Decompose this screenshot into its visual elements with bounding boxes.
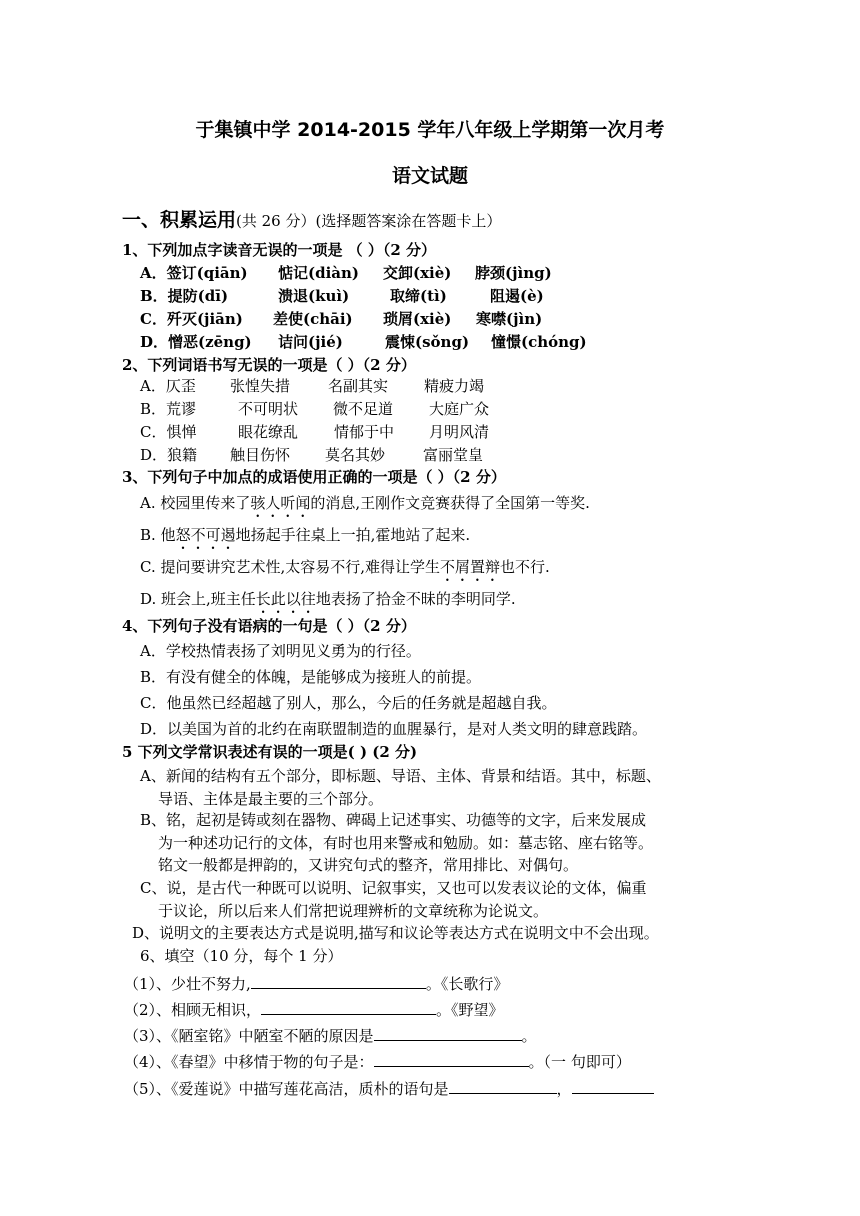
q3-c-pre: C. 提问要讲究艺术性,太容易不行,难得让学生 — [140, 558, 441, 576]
q2-option-c — [140, 422, 489, 442]
q1-a-3: 交卸(xiè) — [383, 264, 452, 282]
q6-item-2 — [124, 998, 504, 1020]
q6-5-pre: （5）、《爱莲说》中描写莲花高洁，质朴的语句是 — [124, 1080, 449, 1098]
q6-item-3 — [124, 1024, 537, 1046]
q6-item-1 — [124, 972, 508, 994]
q2-a-3: 名副其实 — [328, 377, 389, 395]
q6-1-pre: （1）、少壮不努力, — [124, 975, 251, 993]
q2-stem: 2、下列词语书写无误的一项是（ ）（2 分） — [122, 356, 416, 374]
q3-c-idiom: 不屑置辩 — [440, 558, 501, 576]
q1-option-c — [140, 309, 542, 329]
q3-b-pre: B. 他 — [140, 526, 176, 544]
q5-line-4: 为一种述功记行的文体，有时也用来警戒和勉励。如：墓志铭、座右铭等。 — [158, 834, 654, 852]
q1-a-1: A．签订(qiān) — [140, 264, 248, 282]
q6-1-blank[interactable] — [251, 972, 426, 989]
q6-4-blank[interactable] — [374, 1050, 529, 1067]
q6-5-post: ， — [556, 1080, 572, 1098]
q6-1-post: 。《长歌行》 — [425, 975, 509, 993]
q2-option-b — [140, 399, 489, 419]
q3-option-c — [140, 557, 550, 585]
q1-stem: 1、下列加点字读音无误的一项是 （ ）（2 分） — [122, 241, 437, 259]
q1-option-b — [140, 286, 544, 306]
q2-b-2: 不可明状 — [238, 400, 299, 418]
q6-3-post: 。 — [521, 1027, 537, 1045]
q2-a-1: A．仄歪 — [140, 377, 196, 395]
q5-line-5: 铭文一般都是押韵的，又讲究句式的整齐，常用排比、对偶句。 — [158, 856, 579, 874]
q2-d-1: D．狼籍 — [140, 446, 198, 464]
q6-stem: 6、填空（10 分，每个 1 分） — [140, 947, 343, 965]
q3-b-idiom: 怒不可遏 — [175, 526, 236, 544]
q2-d-4: 富丽堂皇 — [423, 446, 484, 464]
q3-d-idiom: 长此以往 — [255, 590, 316, 608]
q3-option-a — [140, 493, 590, 521]
q2-d-2: 触目伤怀 — [230, 446, 291, 464]
q2-c-3: 情郁于中 — [334, 423, 395, 441]
q6-4-post: 。（一 句即可） — [528, 1053, 631, 1071]
q1-option-d — [140, 332, 587, 352]
q3-d-post: 地表扬了拾金不昧的李明同学. — [315, 590, 516, 608]
q2-a-2: 张惶失措 — [230, 377, 291, 395]
q2-a-4: 精疲力竭 — [424, 377, 485, 395]
q2-c-2: 眼花缭乱 — [238, 423, 299, 441]
q2-d-3: 莫名其妙 — [325, 446, 386, 464]
q4-option-a: A．学校热情表扬了刘明见义勇为的行径。 — [140, 642, 421, 660]
section-heading — [122, 205, 501, 232]
q1-a-4: 脖颈(jìng) — [475, 264, 552, 282]
q5-line-8: D、说明文的主要表达方式是说明,描写和议论等表达方式在说明文中不会出现。 — [132, 924, 659, 942]
q3-a-post: 的消息,王刚作文竞赛获得了全国第一等奖. — [310, 494, 590, 512]
q5-line-1: A、新闻的结构有五个部分，即标题、导语、主体、背景和结语。其中，标题、 — [140, 767, 661, 785]
exam-subtitle: 语文试题 — [391, 165, 468, 187]
q2-c-1: C．惧惮 — [140, 423, 197, 441]
q3-c-post: 也不行. — [500, 558, 550, 576]
q1-a-2: 惦记(diàn) — [278, 264, 360, 282]
q1-b-2: 溃退(kuì) — [278, 287, 350, 305]
q5-line-3: B、铭，起初是铸或刻在器物、碑碣上记述事实、功德等的文字，后来发展成 — [140, 811, 647, 829]
q6-2-post: 。《野望》 — [436, 1001, 504, 1019]
q2-b-1: B．荒谬 — [140, 400, 197, 418]
q3-d-pre: D. 班会上,班主任 — [140, 590, 256, 608]
q1-option-a — [140, 263, 552, 283]
q4-option-c: C．他虽然已经超越了别人，那么，今后的任务就是超越自我。 — [140, 694, 557, 712]
q5-line-6: C、说，是古代一种既可以说明、记叙事实，又也可以发表议论的文体，偏重 — [140, 879, 647, 897]
q3-b-post: 地扬起手往桌上一拍,霍地站了起来. — [235, 526, 471, 544]
q6-3-blank[interactable] — [374, 1024, 522, 1041]
q4-option-b: B．有没有健全的体魄，是能够成为接班人的前提。 — [140, 668, 482, 686]
q1-c-4: 寒噤(jìn) — [476, 310, 543, 328]
q3-stem: 3、下列句子中加点的成语使用正确的一项是（ ）（2 分） — [122, 468, 506, 486]
q6-5-blank-1[interactable] — [449, 1077, 557, 1094]
q1-c-3: 琐屑(xiè) — [383, 310, 452, 328]
q1-c-2: 差使(chāi) — [273, 310, 353, 328]
q1-b-4: 阻遏(è) — [490, 287, 544, 305]
q3-a-idiom: 骇人听闻 — [250, 494, 311, 512]
q2-option-d — [140, 445, 483, 465]
q3-option-b — [140, 525, 470, 553]
q6-2-pre: （2）、相顾无相识， — [124, 1001, 262, 1019]
q6-5-blank-2[interactable] — [572, 1077, 654, 1094]
q4-stem: 4、下列句子没有语病的一句是（ ）（2 分） — [122, 617, 416, 635]
q6-4-pre: （4）、《春望》中移情于物的句子是： — [124, 1053, 374, 1071]
q2-c-4: 月明风清 — [429, 423, 490, 441]
q1-d-3: 震悚(sǒng) — [385, 333, 470, 351]
q2-option-a — [140, 376, 484, 396]
q4-option-d: D．以美国为首的北约在南联盟制造的血腥暴行，是对人类文明的肆意践踏。 — [140, 720, 648, 738]
section-note: (共 26 分）(选择题答案涂在答题卡上） — [236, 212, 502, 230]
q1-b-3: 取缔(tì) — [390, 287, 447, 305]
q3-option-d — [140, 589, 516, 617]
q6-2-blank[interactable] — [261, 998, 436, 1015]
q5-line-2: 导语、主体是最主要的三个部分。 — [158, 790, 384, 808]
q5-line-7: 于议论，所以后来人们常把说理辨析的文章统称为论说文。 — [158, 902, 549, 920]
q1-b-1: B．提防(dī) — [140, 287, 229, 305]
q6-3-pre: （3）、《陋室铭》中陋室不陋的原因是 — [124, 1027, 374, 1045]
q1-c-1: C．歼灭(jiān) — [140, 310, 243, 328]
section-title: 一、积累运用 — [122, 209, 237, 231]
q6-item-4 — [124, 1050, 631, 1072]
q1-d-4: 憧憬(chóng) — [491, 333, 587, 351]
q1-d-2: 诘问(jié) — [278, 333, 343, 351]
q6-item-5 — [124, 1077, 654, 1099]
q1-d-1: D．憎恶(zēng) — [140, 333, 252, 351]
q3-a-pre: A. 校园里传来了 — [140, 494, 251, 512]
q5-stem: 5 下列文学常识表述有误的一项是( ) (2 分) — [122, 743, 418, 761]
q2-b-3: 微不足道 — [333, 400, 394, 418]
exam-title: 于集镇中学 2014-2015 学年八年级上学期第一次月考 — [195, 119, 665, 141]
q2-b-4: 大庭广众 — [429, 400, 490, 418]
